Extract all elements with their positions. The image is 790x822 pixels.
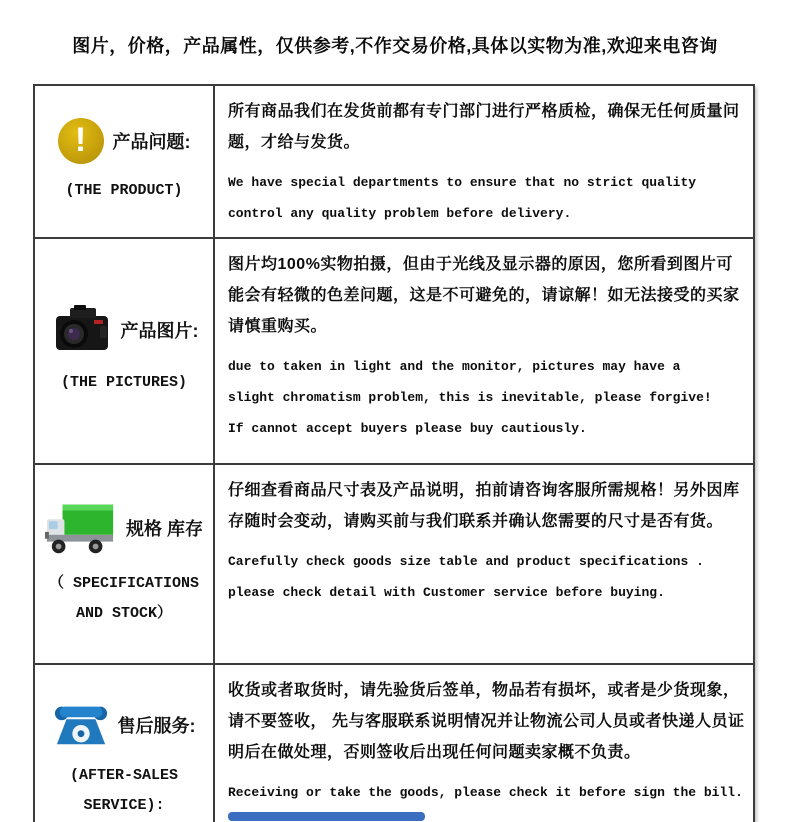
notice-table — [33, 84, 755, 822]
section-label-pictures — [34, 238, 214, 464]
body-en-line: control any quality problem before delivery. — [228, 206, 572, 221]
section-body-aftersales — [214, 664, 754, 822]
body-zh: 所有商品我们在发货前都有专门部门进行严格质检，确保无任何质量问题，才给与发货。 — [228, 103, 740, 151]
section-title-en: （ SPECIFICATIONS AND STOCK） — [48, 575, 200, 622]
telephone-icon — [53, 701, 109, 749]
page-title: 图片，价格，产品属性，仅供参考,不作交易价格,具体以实物为准,欢迎来电咨询 — [72, 36, 718, 56]
section-title-zh: 规格 库存 — [125, 519, 203, 539]
section-body-product — [214, 85, 754, 238]
body-en — [228, 351, 747, 444]
body-en-line: Carefully check goods size table and product specifications . — [228, 554, 704, 569]
section-title-zh: 售后服务: — [117, 716, 196, 736]
truck-icon — [45, 499, 117, 557]
section-label-aftersales — [34, 664, 214, 822]
section-body-pictures — [214, 238, 754, 464]
body-en — [228, 546, 747, 608]
body-en-line: slight chromatism problem, this is inevitable, please forgive! — [228, 390, 712, 405]
label-top — [35, 499, 213, 557]
section-title-en: (THE PICTURES) — [60, 374, 188, 391]
camera-icon — [50, 304, 112, 356]
section-title-zh: 产品问题: — [112, 131, 191, 152]
label-top — [35, 304, 213, 356]
table-row-pictures — [34, 238, 754, 464]
body-en-line: We have special departments to ensure that no strict quality — [228, 175, 697, 190]
section-title-zh: 产品图片: — [120, 321, 199, 341]
section-title-en: (AFTER-SALES SERVICE): — [69, 767, 179, 814]
exclamation-icon: ! — [58, 118, 104, 164]
body-zh: 收货或者取货时，请先验货后签单，物品若有损坏，或者是少货现象，请不要签收， 先与客服联系说明情况并让物流公司人员或者快递人员证明后在做处理，否则签收后出现任何问题卖家概不负责。 — [228, 682, 745, 761]
section-label-specs — [34, 464, 214, 664]
bottom-blue-bar — [228, 812, 425, 821]
body-en-line: due to taken in light and the monitor, pictures may have a — [228, 359, 681, 374]
body-en-line: If cannot accept buyers please buy cautiously. — [228, 421, 587, 436]
body-zh: 图片均100%实物拍摄，但由于光线及显示器的原因，您所看到图片可能会有轻微的色差问题，这是不可避免的，请谅解！如无法接受的买家请慎重购买。 — [228, 256, 740, 335]
table-row-aftersales — [34, 664, 754, 822]
body-en-line: Receiving or take the goods, please check it before sign the bill. — [228, 785, 743, 800]
body-zh: 仔细查看商品尺寸表及产品说明，拍前请咨询客服所需规格！另外因库存随时会变动，请购买前与我们联系并确认您需要的尺寸是否有货。 — [228, 482, 740, 530]
section-body-specs — [214, 464, 754, 664]
section-label-product — [34, 85, 214, 238]
body-en — [228, 777, 747, 808]
body-en — [228, 167, 747, 229]
label-top — [35, 701, 213, 749]
table-row-specs — [34, 464, 754, 664]
body-en-line: please check detail with Customer service before buying. — [228, 585, 665, 600]
table-row-product — [34, 85, 754, 238]
section-title-en: (THE PRODUCT) — [65, 181, 183, 199]
label-top — [35, 118, 213, 164]
